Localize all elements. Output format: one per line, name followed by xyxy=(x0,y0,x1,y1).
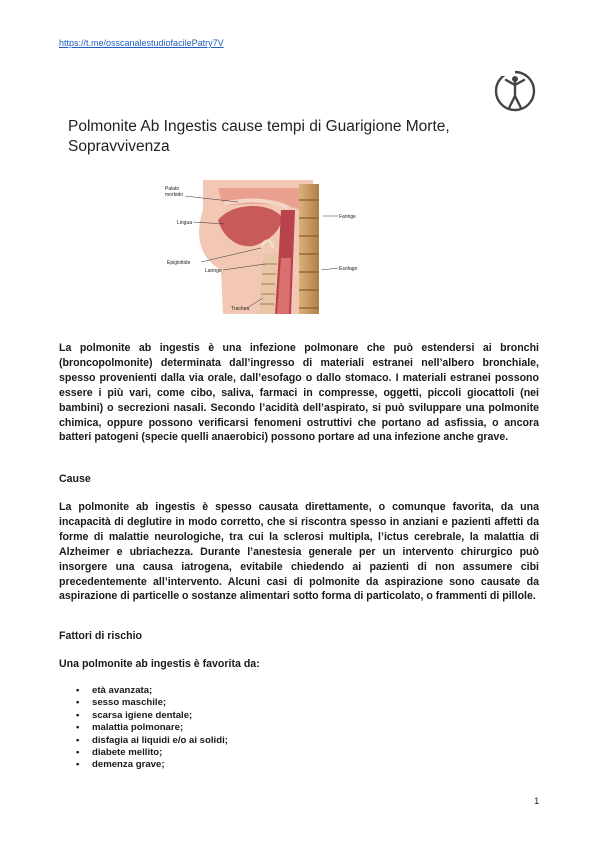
risk-list xyxy=(59,685,228,772)
telegram-link[interactable]: https://t.me/osscanalestudiofacilePatry7V xyxy=(59,38,224,48)
cause-paragraph: La polmonite ab ingestis è spesso causata direttamente, o comunque favorita, da una incapacità di deglutire in modo corretto, che si riscontra spesso in anziani e pazienti affetti da forme di malattie neurologiche, tra cui la sclerosi multipla, l’ictus cerebrale, la malattia di Alzheimer e ubriachezza. Durante l’anestesia generale per un intervento chirurgico può insorgere una causa iatrogena, evitabile chiedendo ai pazienti di non assumere cibi precedentemente all’intervento. Alcuni casi di polmonite da aspirazione sono causate da aspirazione di particelle o sostanze alimentari sotto forma di particolato, o frammenti di pillole. xyxy=(59,501,539,603)
list-item: • età avanzata; xyxy=(76,685,153,696)
label-trachea: Trachea xyxy=(231,306,250,312)
vitruvian-logo xyxy=(493,68,537,114)
list-item: • scarsa igiene dentale; xyxy=(76,709,193,721)
page-number: 1 xyxy=(534,796,540,807)
list-item: • demenza grave; xyxy=(76,759,165,771)
label-palato: Palato xyxy=(165,186,180,192)
list-item: • diabete mellito; xyxy=(76,747,163,759)
label-laringe: Laringe xyxy=(205,268,222,274)
list-item: • disfagia ai liquidi e/o ai solidi; xyxy=(76,734,228,746)
label-esofago: Esofago xyxy=(339,266,358,272)
list-item: • sesso maschile; xyxy=(76,697,167,709)
throat-anatomy-illustration xyxy=(163,180,381,314)
label-lingua: Lingua xyxy=(177,220,193,226)
page-title: Polmonite Ab Ingestis cause tempi di Guarigione Morte, Sopravvivenza xyxy=(68,118,450,155)
intro-paragraph: La polmonite ab ingestis è una infezione polmonare che può estendersi ai bronchi (broncopolmonite) determinata dall’ingresso di materiali estranei nell’albero bronchiale, spesso provenienti dalla via orale, dall’esofago o dallo stomaco. I materiali estranei possono essere i più vari, come cibo, saliva, farmaci in compresse, oggetti, piccoli giocattoli (nei bambini) o secrezioni nasali. Secondo l’acidità dell’aspirato, si può sviluppare una polmonite chimica, oppure possono verificarsi fenomeni ostruttivi che portano ad asfissia, o ancora batteri patogeni (specie quelli anaerobici) possono portare ad una infezione anche grave. xyxy=(59,342,539,444)
label-epiglottide: Epiglottide xyxy=(167,260,191,266)
cause-heading: Cause xyxy=(59,473,91,485)
label-faringe: Faringe xyxy=(339,214,356,220)
risk-intro: Una polmonite ab ingestis è favorita da: xyxy=(59,658,260,670)
label-palato-2: morbido xyxy=(165,192,184,198)
list-item: • malattia polmonare; xyxy=(76,722,184,734)
risk-heading: Fattori di rischio xyxy=(59,630,142,642)
